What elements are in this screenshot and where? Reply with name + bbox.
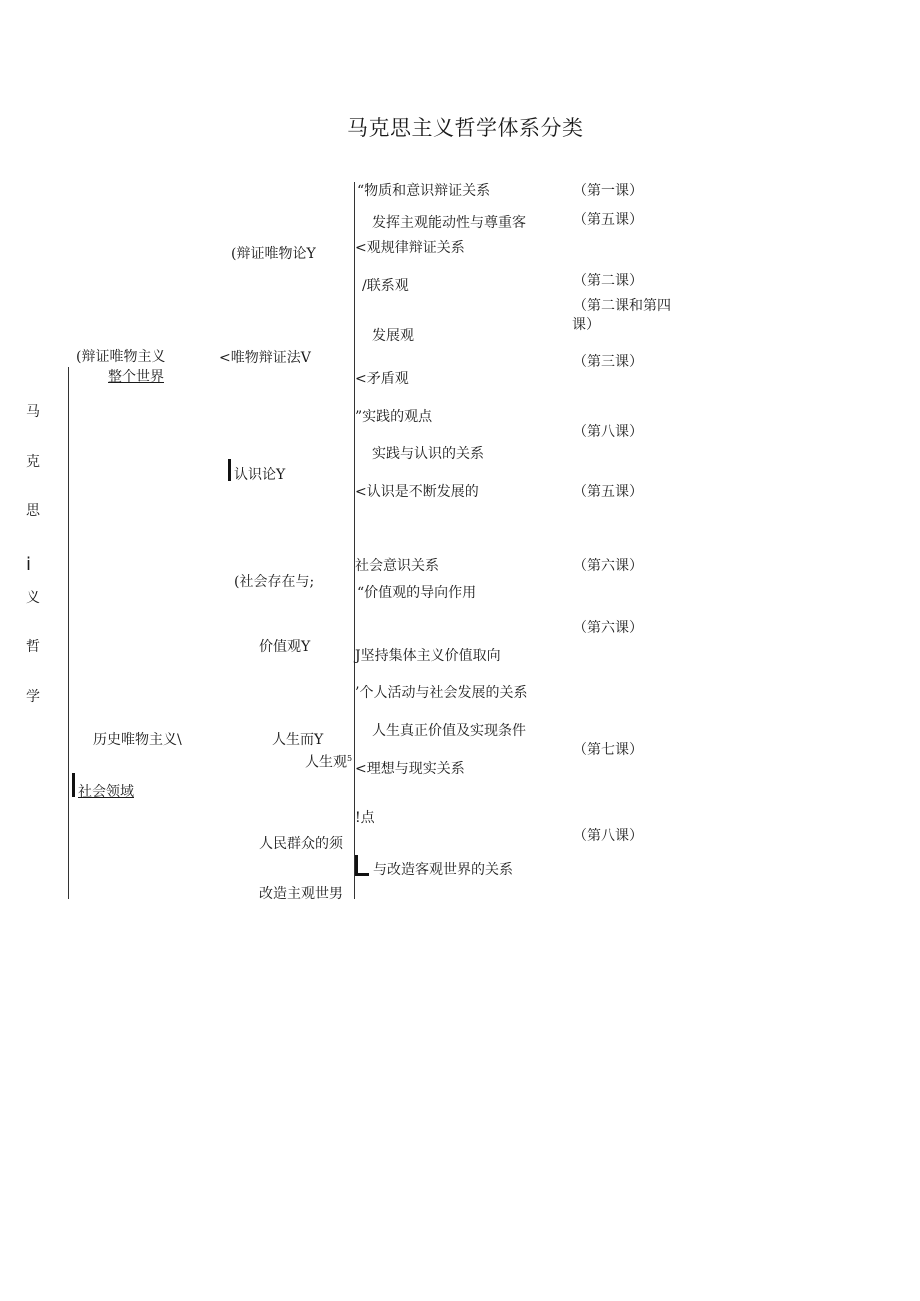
item: ’个人活动与社会发展的关系 — [355, 685, 528, 701]
bracket-bar — [355, 855, 358, 875]
root-char: 克 — [26, 454, 40, 470]
item: J坚持集体主义价值取向 — [355, 648, 501, 664]
root-char: 哲 — [26, 639, 40, 655]
branch-whole-world: 整个世界 — [108, 369, 164, 385]
lesson-note: （第五课） — [573, 484, 643, 500]
branch-historical-materialism: 历史唯物主义\ — [93, 732, 182, 748]
lesson-note: （第八课） — [573, 828, 643, 844]
node-dialectical-materialism-theory: (辩证唯物论Y — [231, 246, 316, 262]
item: 社会意识关系 — [355, 558, 439, 574]
root-char: 思 — [26, 503, 40, 519]
root-char: 义 — [26, 590, 40, 606]
bracket-bar — [228, 459, 231, 481]
bracket-bar — [72, 773, 75, 797]
item: 发挥主观能动性与尊重客 — [372, 215, 526, 231]
item: “价值观的导向作用 — [357, 585, 477, 601]
lesson-note: （第六课） — [573, 620, 643, 636]
item: <认识是不断发展的 — [355, 484, 479, 500]
lesson-note: （第二课和第四 — [573, 298, 671, 314]
node-materialist-dialectics: <唯物辩证法V — [219, 350, 311, 366]
node-values: 价值观Y — [259, 639, 311, 655]
branch-social-domain: 社会领域 — [78, 784, 134, 800]
item: !点 — [355, 810, 375, 826]
item: 发展观 — [372, 328, 414, 344]
node-life-b — [305, 750, 352, 772]
lesson-note: 课） — [572, 317, 600, 333]
bracket-bar — [355, 873, 369, 876]
lesson-note: （第六课） — [573, 558, 643, 574]
item: 实践与认识的关系 — [372, 446, 484, 462]
node-epistemology: 认识论Y — [234, 467, 286, 483]
item: 人生真正价值及实现条件 — [372, 723, 526, 739]
node-social-existence: (社会存在与; — [234, 574, 315, 590]
root-char: i — [26, 554, 32, 575]
item: <理想与现实关系 — [355, 761, 465, 777]
item: ”实践的观点 — [355, 409, 433, 425]
node-transform: 改造主观世男 — [259, 886, 343, 902]
lesson-note: （第七课） — [573, 742, 643, 758]
item: /联系观 — [362, 278, 409, 294]
node-masses: 人民群众的须 — [259, 836, 343, 852]
node-life-a: 人生而Y — [272, 732, 324, 748]
lesson-note: （第八课） — [573, 424, 643, 440]
bracket-line-level1 — [68, 367, 69, 899]
branch-dialectical-materialism: (辩证唯物主义 — [76, 349, 166, 365]
item: “物质和意识辩证关系 — [357, 183, 491, 199]
root-char: 马 — [26, 404, 40, 420]
item: <矛盾观 — [355, 371, 409, 387]
lesson-note: （第五课） — [573, 212, 643, 228]
page-title: 马克思主义哲学体系分类 — [347, 116, 584, 140]
item: 与改造客观世界的关系 — [373, 862, 513, 878]
lesson-note: （第一课） — [573, 183, 643, 199]
node-life-b-sup: 5 — [347, 754, 353, 763]
root-char: 学 — [26, 689, 40, 705]
lesson-note: （第三课） — [573, 354, 643, 370]
item: <观规律辩证关系 — [355, 240, 465, 256]
bracket-line-level3 — [354, 182, 355, 899]
node-life-b-text: 人生观 — [305, 754, 347, 771]
lesson-note: （第二课） — [573, 273, 643, 289]
